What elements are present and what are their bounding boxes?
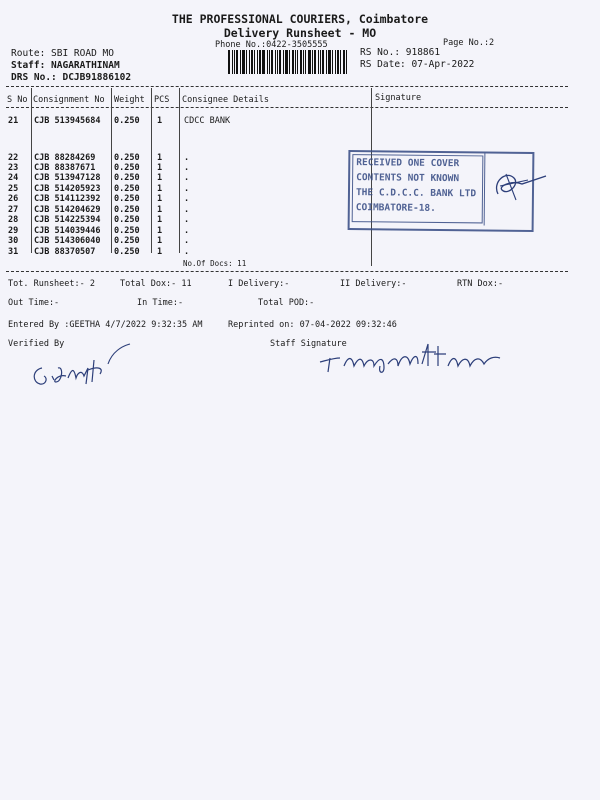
cell-sno: 26 xyxy=(8,194,19,204)
barcode-bar xyxy=(254,50,255,74)
cell-consignee: CDCC BANK xyxy=(184,116,231,126)
cell-consignee: . xyxy=(184,236,190,246)
cell-pcs: 1 xyxy=(157,173,163,183)
verifier-signature xyxy=(28,338,148,388)
barcode-bar xyxy=(289,50,290,74)
cell-consignment-no: CJB 88387671 xyxy=(34,163,96,173)
cell-consignment-no: CJB 514204629 xyxy=(34,205,101,215)
col-divider xyxy=(111,88,112,253)
stamp-initials-signature xyxy=(488,160,558,210)
cell-weight: 0.250 xyxy=(114,184,140,194)
col-header-weight: Weight xyxy=(114,95,145,105)
barcode-bar xyxy=(277,50,278,74)
staff-signature-label: Staff Signature xyxy=(270,339,347,349)
barcode-bar xyxy=(236,50,238,74)
cell-weight: 0.250 xyxy=(114,173,140,183)
cell-sno: 30 xyxy=(8,236,19,246)
cell-pcs: 1 xyxy=(157,215,163,225)
cell-consignment-no: CJB 514112392 xyxy=(34,194,101,204)
document-title: Delivery Runsheet - MO xyxy=(223,26,377,40)
cell-consignment-no: CJB 88284269 xyxy=(34,153,96,163)
col-header-signature: Signature xyxy=(375,93,422,103)
barcode-bar xyxy=(292,50,294,74)
cell-consignee: . xyxy=(184,194,190,204)
cell-consignment-no: CJB 513947128 xyxy=(34,173,101,183)
barcode-bar xyxy=(269,50,270,74)
cell-sno: 25 xyxy=(8,184,19,194)
barcode-bar xyxy=(320,50,321,74)
barcode-bar xyxy=(328,50,331,74)
cell-consignment-no: CJB 513945684 xyxy=(34,116,101,126)
out-time: Out Time:- xyxy=(8,298,60,308)
rs-date: RS Date: 07-Apr-2022 xyxy=(360,59,475,70)
barcode-bar xyxy=(326,50,327,74)
cell-sno: 24 xyxy=(8,173,19,183)
cell-weight: 0.250 xyxy=(114,247,140,257)
cell-sno: 29 xyxy=(8,226,19,236)
docs-count: No.Of Docs: 11 xyxy=(183,259,247,268)
cell-consignee: . xyxy=(184,184,190,194)
barcode-bar xyxy=(271,50,273,74)
cell-pcs: 1 xyxy=(157,236,163,246)
col-header-consignment: Consignment No xyxy=(33,95,105,105)
cell-consignment-no: CJB 514306040 xyxy=(34,236,101,246)
col-header-consignee: Consignee Details xyxy=(182,95,269,105)
reprinted-on: Reprinted on: 07-04-2022 09:32:46 xyxy=(228,320,397,330)
cell-pcs: 1 xyxy=(157,247,163,257)
cell-pcs: 1 xyxy=(157,163,163,173)
cell-consignee: . xyxy=(184,247,190,257)
cell-consignee: . xyxy=(184,173,190,183)
cell-weight: 0.250 xyxy=(114,205,140,215)
barcode-bar xyxy=(297,50,298,74)
barcode-bar xyxy=(232,50,233,74)
cell-pcs: 1 xyxy=(157,116,163,126)
cell-pcs: 1 xyxy=(157,226,163,236)
barcode-bar xyxy=(259,50,261,74)
i-delivery: I Delivery:- xyxy=(228,279,290,289)
barcode-bar xyxy=(295,50,296,74)
cell-pcs: 1 xyxy=(157,153,163,163)
barcode-bar xyxy=(305,50,306,74)
barcode-bar xyxy=(240,50,241,74)
cell-pcs: 1 xyxy=(157,184,163,194)
barcode-bar xyxy=(322,50,324,74)
cell-consignment-no: CJB 514205923 xyxy=(34,184,101,194)
barcode-bar xyxy=(303,50,304,74)
cell-consignee: . xyxy=(184,153,190,163)
page-number: Page No.:2 xyxy=(443,38,495,48)
barcode xyxy=(228,50,352,74)
cell-weight: 0.250 xyxy=(114,236,140,246)
cell-sno: 21 xyxy=(8,116,19,126)
barcode-bar xyxy=(249,50,250,74)
col-divider xyxy=(151,88,152,253)
cell-weight: 0.250 xyxy=(114,153,140,163)
cell-consignee: . xyxy=(184,205,190,215)
cell-consignee: . xyxy=(184,226,190,236)
table-header-rule xyxy=(6,107,568,108)
cell-consignment-no: CJB 514039446 xyxy=(34,226,101,236)
cell-sno: 31 xyxy=(8,247,19,257)
barcode-bar xyxy=(314,50,316,74)
barcode-bar xyxy=(340,50,341,74)
verified-by-label: Verified By xyxy=(8,339,65,349)
barcode-bar xyxy=(335,50,336,74)
cell-weight: 0.250 xyxy=(114,116,140,126)
table-top-rule xyxy=(6,86,568,87)
stamp-line: THE C.D.C.C. BANK LTD xyxy=(355,187,477,200)
cell-consignment-no: CJB 514225394 xyxy=(34,215,101,225)
stamp-line: COIMBATORE-18. xyxy=(355,202,436,214)
cell-sno: 22 xyxy=(8,153,19,163)
cell-sno: 23 xyxy=(8,163,19,173)
stamp-line: RECEIVED ONE COVER xyxy=(356,157,460,170)
stamp-divider xyxy=(484,153,486,225)
phone-number: Phone No.:0422-3505555 xyxy=(215,40,328,50)
cell-sno: 27 xyxy=(8,205,19,215)
col-divider xyxy=(179,88,180,253)
cell-pcs: 1 xyxy=(157,194,163,204)
route: Route: SBI ROAD MO xyxy=(11,48,114,59)
barcode-bar xyxy=(228,50,230,74)
drs-number: DRS No.: DCJB91886102 xyxy=(11,72,132,83)
ii-delivery: II Delivery:- xyxy=(340,279,407,289)
barcode-bar xyxy=(337,50,339,74)
col-header-sno: S No xyxy=(7,95,28,105)
barcode-bar xyxy=(300,50,302,74)
barcode-bar xyxy=(242,50,245,74)
barcode-bar xyxy=(251,50,253,74)
barcode-bar xyxy=(279,50,281,74)
rs-number: RS No.: 918861 xyxy=(360,47,441,58)
cell-sno: 28 xyxy=(8,215,19,225)
company-name: THE PROFESSIONAL COURIERS, Coimbatore xyxy=(171,12,429,26)
entered-by: Entered By :GEETHA 4/7/2022 9:32:35 AM xyxy=(8,320,203,330)
cell-weight: 0.250 xyxy=(114,226,140,236)
cell-weight: 0.250 xyxy=(114,215,140,225)
staff-name: Staff: NAGARATHINAM xyxy=(11,60,120,71)
in-time: In Time:- xyxy=(137,298,184,308)
barcode-bar xyxy=(283,50,284,74)
barcode-bar xyxy=(308,50,311,74)
total-dox: Total Dox:- 11 xyxy=(120,279,192,289)
barcode-bar xyxy=(262,50,265,74)
barcode-bar xyxy=(275,50,276,74)
barcode-bar xyxy=(285,50,288,74)
barcode-bar xyxy=(346,50,347,74)
cell-consignee: . xyxy=(184,163,190,173)
barcode-bar xyxy=(267,50,268,74)
col-divider xyxy=(31,88,32,253)
staff-handwritten-signature xyxy=(318,336,508,376)
barcode-bar xyxy=(257,50,258,74)
barcode-bar xyxy=(343,50,345,74)
totals-rule xyxy=(6,271,568,272)
barcode-bar xyxy=(312,50,313,74)
barcode-bar xyxy=(332,50,333,74)
cell-pcs: 1 xyxy=(157,205,163,215)
stamp-line: CONTENTS NOT KNOWN xyxy=(356,172,460,185)
cell-consignee: . xyxy=(184,215,190,225)
barcode-bar xyxy=(318,50,319,74)
tot-runsheet: Tot. Runsheet:- 2 xyxy=(8,279,95,289)
barcode-bar xyxy=(234,50,235,74)
total-pod: Total POD:- xyxy=(258,298,315,308)
rtn-dox: RTN Dox:- xyxy=(457,279,504,289)
cell-consignment-no: CJB 88370507 xyxy=(34,247,96,257)
barcode-bar xyxy=(246,50,247,74)
col-header-pcs: PCS xyxy=(154,95,170,105)
cell-weight: 0.250 xyxy=(114,163,140,173)
cell-weight: 0.250 xyxy=(114,194,140,204)
